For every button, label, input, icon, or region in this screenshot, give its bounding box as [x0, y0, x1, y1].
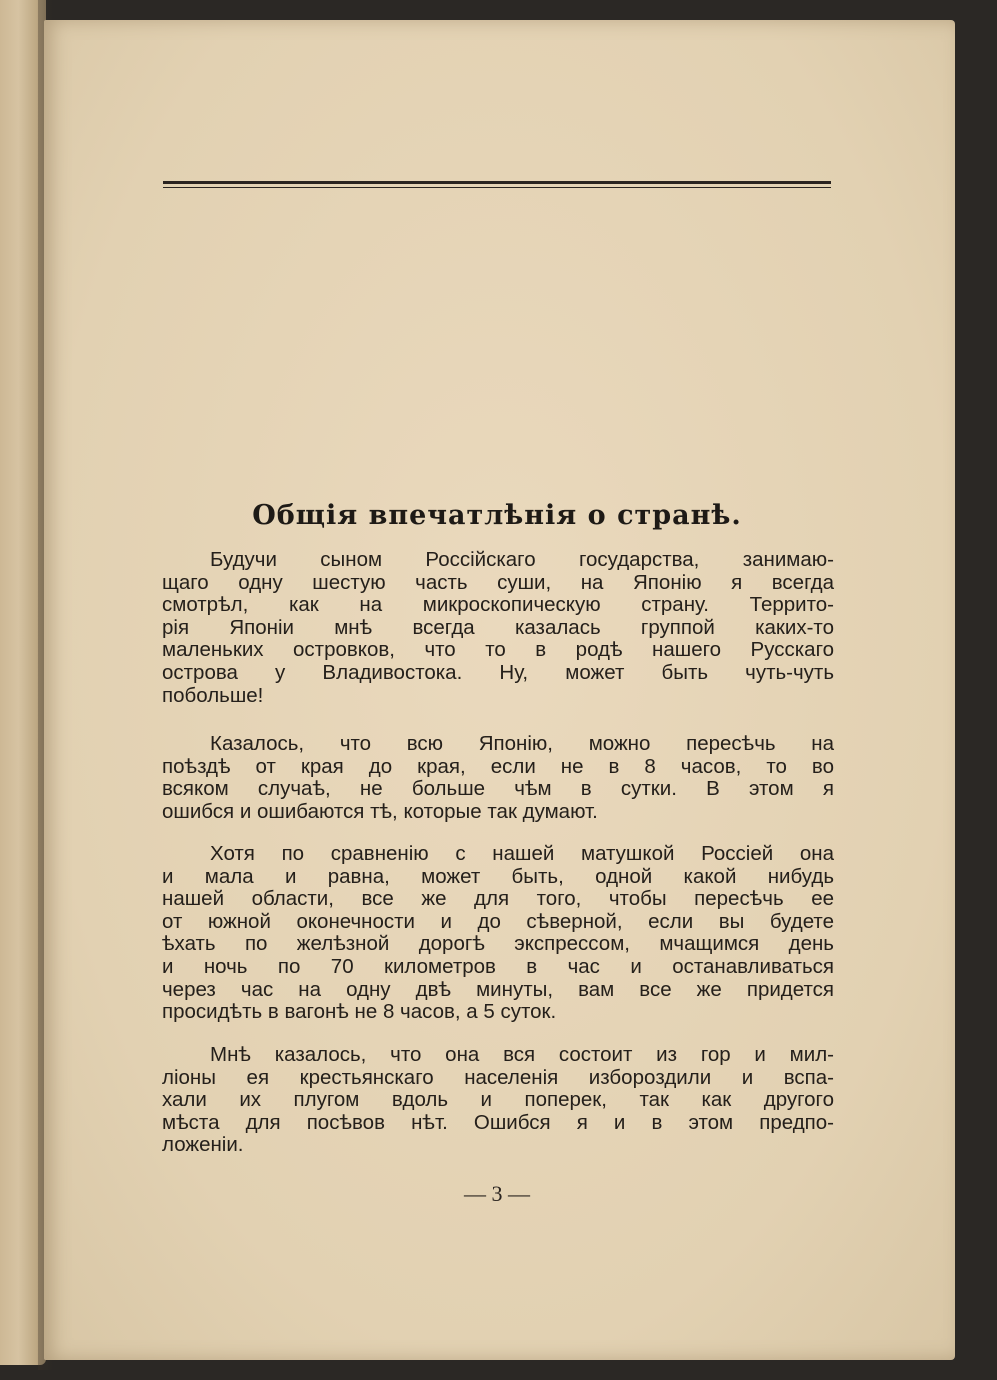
text-line: ложеніи.: [162, 1133, 244, 1157]
text-line: ошибся и ошибаются тѣ, которые так думают.: [162, 799, 598, 823]
paragraph-1: [162, 549, 834, 707]
text-line: просидѣть в вагонѣ не 8 часов, а 5 суток.: [162, 1000, 557, 1024]
text-line: Будучи сыном Россійскаго государства, занимаю-: [210, 548, 834, 571]
text-line: через час на одну двѣ минуты, вам все же придется: [162, 977, 834, 1001]
text-line: рія Японіи мнѣ всегда казалась группой каких-то: [162, 615, 834, 639]
paragraph-4: [162, 1044, 834, 1157]
text-line: Казалось, что всю Японію, можно пересѣчь на: [210, 732, 834, 755]
text-line: от южной оконечности и до сѣверной, если вы будете: [162, 909, 834, 933]
text-line: всяком случаѣ, не больше чѣм в сутки. В этом я: [162, 777, 834, 801]
text-line: Мнѣ казалось, что она вся состоит из гор и мил-: [210, 1043, 834, 1066]
text-line: хали их плугом вдоль и поперек, так как другого: [162, 1088, 834, 1112]
text-line: смотрѣл, как на микроскопическую страну. Террито-: [162, 593, 834, 617]
text-line: острова у Владивостока. Ну, может быть чуть-чуть: [162, 660, 834, 684]
text-line: и мала и равна, может быть, одной какой нибудь: [162, 864, 834, 888]
header-rule-thin: [163, 187, 831, 188]
page-number: — 3 —: [464, 1181, 530, 1206]
text-line: поѣздѣ от края до края, если не в 8 часов, то во: [162, 754, 834, 778]
text-line: ѣхать по желѣзной дорогѣ экспрессом, мчащимся день: [162, 932, 834, 956]
text-line: нашей области, все же для того, чтобы пересѣчь ее: [162, 887, 834, 911]
text-line: ліоны ея крестьянскаго населенія изборoздили и вспа-: [162, 1065, 834, 1089]
text-line: и ночь по 70 километров в час и останавливаться: [162, 954, 834, 978]
text-line: маленьких островков, что то в родѣ нашего Русскаго: [162, 638, 834, 662]
header-rule-thick: [163, 181, 831, 184]
text-line: Хотя по сравненію с нашей матушкой Россіей она: [210, 842, 834, 865]
text-line: побольше!: [162, 683, 264, 707]
text-line: мѣста для посѣвов нѣт. Ошибся я и в этом предпо-: [162, 1110, 834, 1134]
paragraph-3: [162, 843, 834, 1024]
chapter-heading: Общія впечатлѣнія о странѣ.: [252, 500, 742, 531]
paragraph-2: [162, 733, 834, 823]
text-line: щаго одну шестую часть суши, на Японію я всегда: [162, 570, 834, 594]
